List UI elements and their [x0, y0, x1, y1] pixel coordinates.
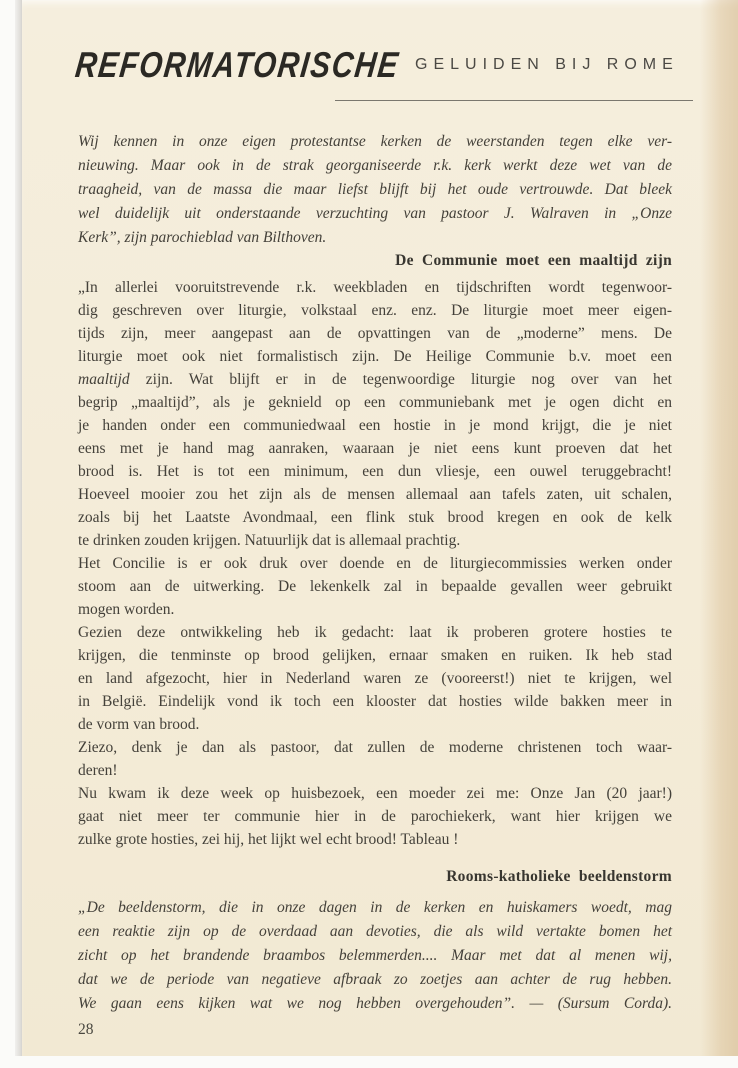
page-number: 28 [78, 1021, 94, 1038]
text-line: in België. Eindelijk vond ik toch een klooster dat hosties wilde bakken meer in [78, 693, 672, 710]
paragraph [78, 276, 672, 552]
scan-right-edge [700, 0, 738, 1056]
section-heading-communie: De Communie moet een maaltijd zijn [395, 252, 672, 269]
text-line: dat we de periode van negatieve afbraak zo zoetjes aan achter de rug hebben. [78, 971, 672, 988]
section-communie [78, 251, 672, 851]
text-line: krijgen, die tenminste op brood gelijken, ernaar smaken en ruiken. Ik heb stad [78, 647, 672, 664]
page-subtitle: GELUIDEN BIJ ROME [415, 56, 679, 73]
text-line: wel duidelijk uit onderstaande verzuchting van pastoor J. Walraven in „Onze [78, 205, 672, 222]
text-line: eens met je hand mag aanraken, waaraan je niet eens kunt proeven dat het [78, 440, 672, 457]
text-line: Kerk”, zijn parochieblad van Bilthoven. [78, 229, 327, 246]
text-line: je handen onder een communiedwaal een hostie in je mond krijgt, die je niet [78, 417, 672, 434]
scanned-page [22, 0, 738, 1056]
text-line: deren! [78, 762, 118, 779]
text-line: en land afgezocht, hier in Nederland waren ze (vooreerst!) niet te krijgen, wel [78, 670, 672, 687]
paragraph [78, 896, 672, 1016]
text-line: Nu kwam ik deze week op huisbezoek, een moeder zei me: Onze Jan (20 jaar!) [78, 785, 672, 802]
text-line: traagheid, van de massa die maar liefst blijft bij het oude vertrouwde. Dat bleek [78, 181, 672, 198]
text-line: Het Concilie is er ook druk over doende en de liturgiecommissies werken onder [78, 555, 672, 572]
paragraph [78, 736, 672, 782]
page-content [73, 42, 679, 1039]
section-body-communie [78, 276, 672, 851]
text-line: mogen worden. [78, 601, 175, 618]
text-line: zicht op het brandende braambos belemmerden.... Maar met dat al menen wij, [78, 947, 672, 964]
text-line: zulke grote hosties, zei hij, het lijkt wel echt brood! Tableau ! [78, 831, 459, 848]
text-line: gaat niet meer ter communie hier in de parochiekerk, want hier krijgen we [78, 808, 672, 825]
text-line: dig geschreven over liturgie, volkstaal enz. enz. De liturgie moet meer eigen- [78, 302, 672, 319]
text-line: Ziezo, denk je dan als pastoor, dat zullen de moderne christenen toch waar- [78, 739, 672, 756]
header-rule [335, 100, 693, 101]
text-line: We gaan eens kijken wat we nog hebben overgehouden”. — (Sursum Corda). [78, 995, 672, 1012]
paragraph [78, 782, 672, 851]
text-line: een reaktie zijn op de overdaad aan devoties, die als wild vertakte bomen het [78, 923, 672, 940]
paragraph [78, 130, 672, 250]
text-line: brood is. Het is tot een minimum, een dun vliesje, een ouwel teruggebracht! [78, 463, 672, 480]
article-header [73, 42, 679, 130]
paragraph [78, 621, 672, 736]
text-line: de vorm van brood. [78, 716, 200, 733]
text-line: Wij kennen in onze eigen protestantse kerken de weerstanden tegen elke ver- [78, 133, 672, 150]
text-line: zoals bij het Laatste Avondmaal, een flink stuk brood kregen en ook de kelk [78, 509, 672, 526]
text-line: Hoeveel mooier zou het zijn als de mensen allemaal aan tafels zaten, uit schalen, [78, 486, 672, 503]
intro-paragraph [78, 130, 672, 250]
text-line: te drinken zouden krijgen. Natuurlijk dat is allemaal prachtig. [78, 532, 461, 549]
text-line: maaltijd zijn. Wat blijft er in de tegenwoordige liturgie nog over van het [78, 371, 672, 388]
text-line: „In allerlei vooruitstrevende r.k. weekbladen en tijdschriften wordt tegenwoor- [78, 279, 672, 296]
text-line: „De beeldenstorm, die in onze dagen in de kerken en huiskamers woedt, mag [78, 899, 672, 916]
section-beeldenstorm [78, 867, 672, 1016]
text-line: begrip „maaltijd”, als je geknield op een communiebank met je ogen dicht en [78, 394, 672, 411]
text-line: stoom aan de uitwerking. De lekenkelk zal in bepaalde gevallen weer gebruikt [78, 578, 672, 595]
section-heading-beeldenstorm: Rooms-katholieke beeldenstorm [446, 868, 672, 885]
paragraph [78, 552, 672, 621]
text-line: nieuwing. Maar ook in de strak georganiseerde r.k. kerk werkt deze wet van de [78, 157, 672, 174]
section-body-beeldenstorm [78, 896, 672, 1016]
page-title: REFORMATORISCHE [73, 44, 402, 85]
text-line: tijds zijn, meer aangepast aan de opvattingen van de „moderne” mens. De [78, 325, 672, 342]
text-line: Gezien deze ontwikkeling heb ik gedacht: laat ik proberen grotere hosties te [78, 624, 672, 641]
text-line: liturgie moet ook niet formalistisch zijn. De Heilige Communie b.v. moet een [78, 348, 672, 365]
